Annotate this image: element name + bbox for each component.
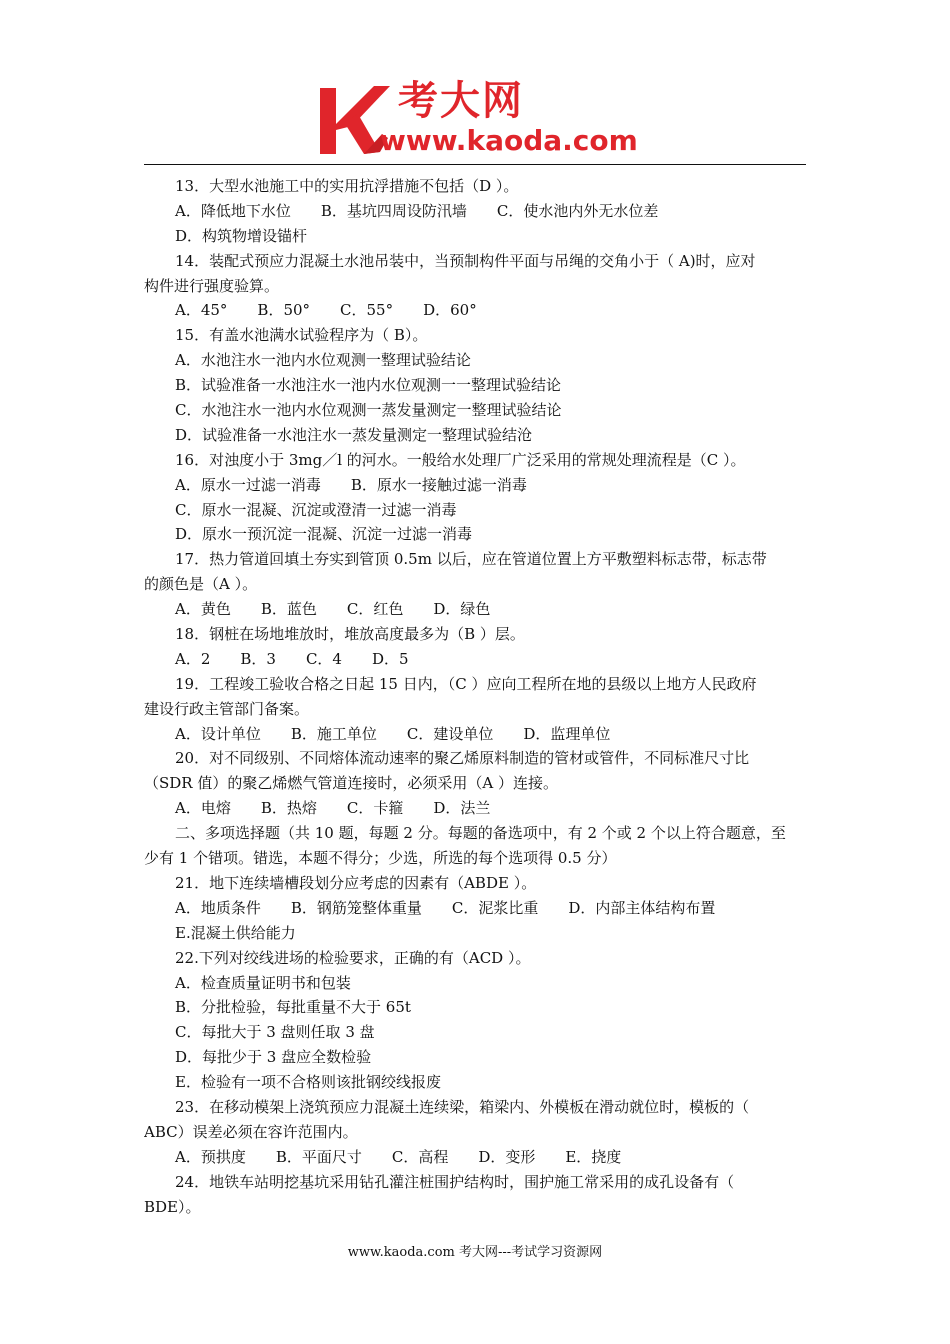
logo-chinese-name: 考大网 — [398, 78, 524, 124]
text-line: C．水池注水一池内水位观测一蒸发量测定一整理试验结论 — [175, 401, 562, 420]
text-line: A．45° B．50° C．55° D．60° — [175, 301, 477, 320]
page-footer: www.kaoda.com 考大网---考试学习资源网 — [347, 1245, 603, 1260]
text-line: A．电熔 B．热熔 C．卡箍 D．法兰 — [175, 799, 491, 818]
text-line: A．检查质量证明书和包装 — [175, 973, 351, 992]
kaoda-logo[interactable] — [318, 78, 648, 162]
text-line: A．原水一过滤一消毒 B．原水一接触过滤一消毒 — [175, 475, 527, 494]
text-line: BDE）。 — [144, 1197, 201, 1216]
text-line: A．设计单位 B．施工单位 C．建设单位 D．监理单位 — [175, 724, 611, 743]
logo-url: www.kaoda.com — [380, 124, 638, 157]
text-line: 建设行政主管部门备案。 — [144, 699, 310, 718]
text-line: E.混凝土供给能力 — [175, 923, 296, 942]
text-line: 17．热力管道回填土夯实到管顶 0.5m 以后，应在管道位置上方平敷塑料标志带，标志带 — [175, 550, 767, 569]
text-line: 18．钢桩在场地堆放时，堆放高度最多为（B ）层。 — [175, 625, 525, 644]
text-line: C．原水一混凝、沉淀或澄清一过滤一消毒 — [175, 500, 457, 519]
text-line: 19．工程竣工验收合格之日起 15 日内，（C ）应向工程所在地的县级以上地方人民政府 — [175, 674, 757, 693]
text-line: E．检验有一项不合格则该批钢绞线报废 — [175, 1073, 441, 1092]
text-line: 24．地铁车站明挖基坑采用钻孔灌注桩围护结构时，围护施工常采用的成孔设备有（ — [175, 1172, 735, 1191]
text-line: 13．大型水池施工中的实用抗浮措施不包括（D ）。 — [175, 177, 519, 195]
text-line: D．每批少于 3 盘应全数检验 — [175, 1048, 372, 1067]
text-line: 的颜色是（A ）。 — [144, 575, 258, 594]
text-line: 23．在移动模架上浇筑预应力混凝土连续梁，箱梁内、外模板在滑动就位时，模板的（ — [175, 1097, 750, 1116]
text-line: C．每批大于 3 盘则任取 3 盘 — [175, 1023, 375, 1042]
text-line: 16．对浊度小于 3mg／l 的河水。一般给水处理厂广泛采用的常规处理流程是（C ）。 — [175, 450, 746, 469]
text-line: 15．有盖水池满水试验程序为（ B）。 — [175, 326, 428, 345]
text-line: A．2 B．3 C．4 D．5 — [175, 649, 409, 668]
text-line: A．水池注水一池内水位观测一整理试验结论 — [175, 351, 471, 370]
text-line: D．构筑物增设锚杆 — [175, 226, 308, 245]
text-line: （SDR 值）的聚乙烯燃气管道连接时，必须采用（A ）连接。 — [144, 774, 558, 793]
text-line: B．试验准备一水池注水一池内水位观测一一整理试验结论 — [175, 376, 562, 395]
text-line: B．分批检验，每批重量不大于 65t — [175, 998, 411, 1017]
text-line: A．地质条件 B．钢筋笼整体重量 C．泥浆比重 D．内部主体结构布置 — [175, 898, 716, 917]
text-line: 20．对不同级别、不同熔体流动速率的聚乙烯原料制造的管材或管件，不同标准尺寸比 — [175, 749, 750, 768]
text-line: ABC）误差必须在容许范围内。 — [144, 1122, 358, 1141]
text-line: 二、多项选择题（共 10 题，每题 2 分。每题的备选项中，有 2 个或 2 个以上符合题意，至 — [175, 824, 786, 843]
page-header — [0, 0, 950, 170]
text-line: 14．装配式预应力混凝土水池吊装中，当预制构件平面与吊绳的交角小于（ A)时，应对 — [175, 251, 756, 270]
text-line: A．黄色 B．蓝色 C．红色 D．绿色 — [175, 600, 491, 619]
text-line: D．原水一预沉淀一混凝、沉淀一过滤一消毒 — [175, 525, 473, 544]
exam-content — [144, 174, 808, 1219]
text-line: 构件进行强度验算。 — [144, 276, 280, 295]
text-line: 21．地下连续墙槽段划分应考虑的因素有（ABDE ）。 — [175, 873, 537, 892]
header-divider — [144, 164, 806, 165]
text-line: 22.下列对绞线进场的检验要求，正确的有（ACD ）。 — [175, 948, 531, 967]
text-line: D．试验准备一水池注水一蒸发量测定一整理试验结沧 — [175, 425, 533, 444]
text-line: A．预拱度 B．平面尺寸 C．高程 D．变形 E．挠度 — [175, 1147, 622, 1166]
text-line: 少有 1 个错项。错选，本题不得分；少选，所选的每个选项得 0.5 分） — [144, 849, 617, 868]
text-line: A．降低地下水位 B．基坑四周设防汛墙 C．使水池内外无水位差 — [175, 201, 659, 220]
